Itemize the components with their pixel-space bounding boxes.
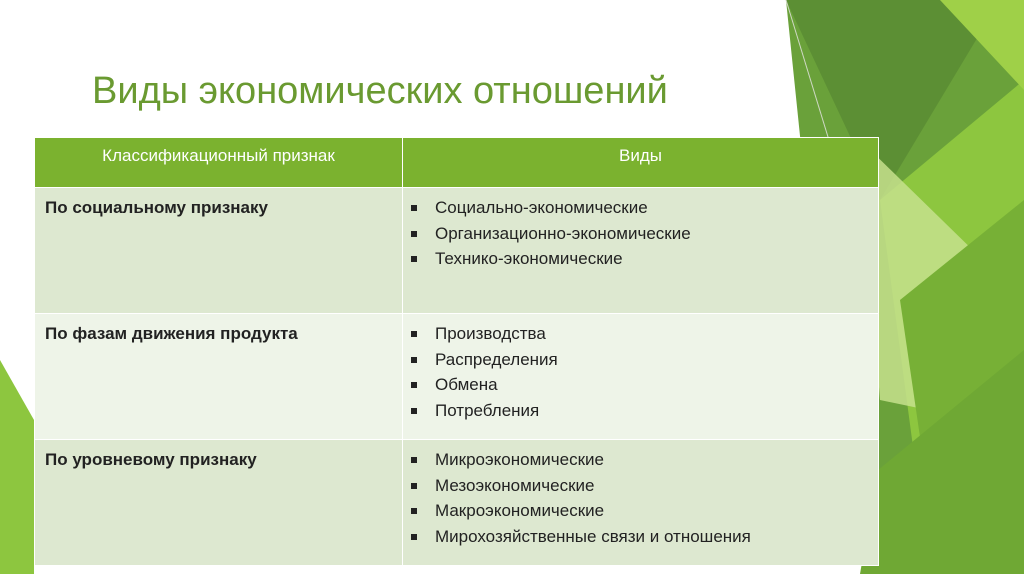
bullet-icon [411,231,417,237]
bullet-icon [411,382,417,388]
list-item: Обмена [411,372,870,398]
table-row [35,314,879,440]
row-feature: По уровневому признаку [35,440,403,566]
deco-shape-right-light [880,80,1024,574]
list-item: Макроэкономические [411,498,870,524]
list-item: Потребления [411,398,870,424]
bullet-icon [411,357,417,363]
deco-shape-bottom [860,350,1024,574]
deco-shape-pale [860,140,1024,430]
bullet-icon [411,534,417,540]
list-item: Технико-экономические [411,246,870,272]
bullet-icon [411,408,417,414]
economic-relations-table [34,137,879,566]
bullet-icon [411,331,417,337]
header-feature: Классификационный признак [35,138,403,188]
table-row [35,440,879,566]
list-item: Мезоэкономические [411,473,870,499]
row-types [403,314,879,440]
row-feature: По социальному признаку [35,188,403,314]
bullet-icon [411,457,417,463]
types-list [411,321,870,423]
row-types [403,188,879,314]
bullet-icon [411,256,417,262]
list-item: Мирохозяйственные связи и отношения [411,524,870,550]
deco-shape-mid [900,200,1024,574]
list-item: Организационно-экономические [411,221,870,247]
deco-shape-left-strip [0,360,34,574]
types-list [411,447,870,549]
row-types [403,440,879,566]
types-list [411,195,870,272]
table-row [35,188,879,314]
slide-title: Виды экономических отношений [92,70,668,112]
list-item: Микроэкономические [411,447,870,473]
bullet-icon [411,205,417,211]
bullet-icon [411,483,417,489]
deco-shape-top-bright [940,0,1024,90]
table-header-row [35,138,879,188]
list-item: Производства [411,321,870,347]
bullet-icon [411,508,417,514]
header-types: Виды [403,138,879,188]
list-item: Социально-экономические [411,195,870,221]
list-item: Распределения [411,347,870,373]
row-feature: По фазам движения продукта [35,314,403,440]
deco-line-1 [786,0,832,150]
